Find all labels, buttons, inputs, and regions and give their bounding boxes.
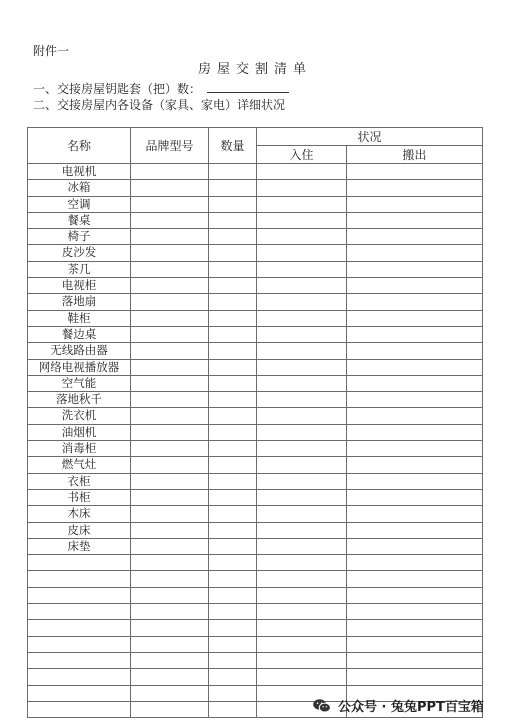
item-name-cell: 消毒柜: [28, 441, 131, 457]
item-name-cell: [28, 636, 131, 652]
table-row: [28, 620, 483, 636]
item-name-cell: 燃气灶: [28, 457, 131, 473]
item-name-cell: 衣柜: [28, 473, 131, 489]
item-name-cell: 皮床: [28, 522, 131, 538]
table-row: [28, 294, 483, 310]
quantity-cell: [209, 555, 257, 571]
brand-model-cell: [131, 375, 209, 391]
quantity-cell: [209, 457, 257, 473]
item-name-cell: 鞋柜: [28, 310, 131, 326]
quantity-cell: [209, 685, 257, 701]
table-row: [28, 408, 483, 424]
quantity-cell: [209, 180, 257, 196]
table-row: [28, 441, 483, 457]
quantity-cell: [209, 424, 257, 440]
table-row: [28, 180, 483, 196]
brand-model-cell: [131, 457, 209, 473]
table-row: [28, 359, 483, 375]
move-in-cell: [257, 343, 347, 359]
item-name-cell: 茶几: [28, 261, 131, 277]
table-row: [28, 196, 483, 212]
brand-model-cell: [131, 489, 209, 505]
table-row: [28, 571, 483, 587]
item-name-cell: 椅子: [28, 229, 131, 245]
move-out-cell: [347, 522, 483, 538]
quantity-cell: [209, 343, 257, 359]
brand-model-cell: [131, 164, 209, 180]
table-row: [28, 538, 483, 554]
move-out-cell: [347, 229, 483, 245]
item-name-cell: [28, 685, 131, 701]
item-name-cell: 落地扇: [28, 294, 131, 310]
annex-label: 附件一: [33, 44, 70, 58]
table-row: [28, 245, 483, 261]
quantity-cell: [209, 212, 257, 228]
quantity-cell: [209, 261, 257, 277]
quantity-cell: [209, 620, 257, 636]
item-name-cell: 餐边桌: [28, 326, 131, 342]
equipment-status-line: 二、交接房屋内各设备（家具、家电）详细状况: [33, 98, 286, 112]
quantity-cell: [209, 278, 257, 294]
document-title: 房屋交割清单: [197, 62, 312, 77]
table-row: [28, 457, 483, 473]
quantity-cell: [209, 538, 257, 554]
table-row: [28, 652, 483, 668]
item-name-cell: 电视柜: [28, 278, 131, 294]
move-out-cell: [347, 587, 483, 603]
brand-model-cell: [131, 229, 209, 245]
brand-model-cell: [131, 587, 209, 603]
brand-model-cell: [131, 685, 209, 701]
move-in-cell: [257, 212, 347, 228]
table-row: [28, 636, 483, 652]
move-in-cell: [257, 164, 347, 180]
quantity-cell: [209, 604, 257, 620]
brand-model-cell: [131, 261, 209, 277]
item-name-cell: 书柜: [28, 489, 131, 505]
watermark: [312, 696, 484, 715]
quantity-cell: [209, 408, 257, 424]
quantity-cell: [209, 489, 257, 505]
inventory-table: [27, 127, 483, 718]
quantity-cell: [209, 587, 257, 603]
move-in-cell: [257, 652, 347, 668]
move-out-cell: [347, 278, 483, 294]
table-row: [28, 229, 483, 245]
item-name-cell: 冰箱: [28, 180, 131, 196]
move-in-cell: [257, 392, 347, 408]
move-in-cell: [257, 245, 347, 261]
item-name-cell: 油烟机: [28, 424, 131, 440]
move-in-cell: [257, 310, 347, 326]
item-name-cell: 皮沙发: [28, 245, 131, 261]
quantity-cell: [209, 375, 257, 391]
brand-model-cell: [131, 310, 209, 326]
move-in-cell: [257, 636, 347, 652]
move-out-cell: [347, 359, 483, 375]
quantity-cell: [209, 359, 257, 375]
quantity-cell: [209, 245, 257, 261]
move-in-cell: [257, 261, 347, 277]
item-name-cell: 木床: [28, 506, 131, 522]
move-out-cell: [347, 245, 483, 261]
move-out-cell: [347, 343, 483, 359]
brand-model-cell: [131, 408, 209, 424]
move-out-cell: [347, 652, 483, 668]
table-row: [28, 587, 483, 603]
item-name-cell: 空调: [28, 196, 131, 212]
brand-model-cell: [131, 604, 209, 620]
move-in-cell: [257, 538, 347, 554]
keys-count-blank: [207, 81, 289, 93]
quantity-cell: [209, 571, 257, 587]
item-name-cell: 无线路由器: [28, 343, 131, 359]
brand-model-cell: [131, 636, 209, 652]
quantity-cell: [209, 636, 257, 652]
move-out-cell: [347, 180, 483, 196]
move-out-cell: [347, 489, 483, 505]
move-in-cell: [257, 196, 347, 212]
move-out-cell: [347, 392, 483, 408]
brand-model-cell: [131, 652, 209, 668]
move-out-cell: [347, 196, 483, 212]
brand-model-cell: [131, 196, 209, 212]
item-name-cell: [28, 669, 131, 685]
item-name-cell: 餐桌: [28, 212, 131, 228]
item-name-cell: 床垫: [28, 538, 131, 554]
quantity-cell: [209, 441, 257, 457]
move-out-cell: [347, 604, 483, 620]
brand-model-cell: [131, 212, 209, 228]
move-out-cell: [347, 473, 483, 489]
table-row: [28, 212, 483, 228]
item-name-cell: 网络电视播放器: [28, 359, 131, 375]
brand-model-cell: [131, 180, 209, 196]
table-row: [28, 489, 483, 505]
item-name-cell: 洗衣机: [28, 408, 131, 424]
item-name-cell: 空气能: [28, 375, 131, 391]
move-out-cell: [347, 636, 483, 652]
move-in-cell: [257, 489, 347, 505]
move-in-cell: [257, 424, 347, 440]
quantity-cell: [209, 392, 257, 408]
table-row: [28, 375, 483, 391]
move-in-cell: [257, 278, 347, 294]
item-name-cell: [28, 571, 131, 587]
quantity-cell: [209, 473, 257, 489]
table-row: [28, 278, 483, 294]
move-in-cell: [257, 555, 347, 571]
move-out-cell: [347, 294, 483, 310]
move-in-cell: [257, 506, 347, 522]
brand-model-cell: [131, 441, 209, 457]
move-in-cell: [257, 522, 347, 538]
brand-model-cell: [131, 506, 209, 522]
quantity-cell: [209, 196, 257, 212]
brand-model-cell: [131, 473, 209, 489]
quantity-cell: [209, 164, 257, 180]
keys-count-line: [33, 80, 289, 97]
move-in-cell: [257, 604, 347, 620]
move-in-cell: [257, 669, 347, 685]
move-out-cell: [347, 555, 483, 571]
move-out-cell: [347, 571, 483, 587]
brand-model-cell: [131, 424, 209, 440]
item-name-cell: [28, 555, 131, 571]
move-in-cell: [257, 359, 347, 375]
move-in-cell: [257, 180, 347, 196]
move-out-cell: [347, 424, 483, 440]
quantity-cell: [209, 506, 257, 522]
brand-model-cell: [131, 278, 209, 294]
brand-model-cell: [131, 343, 209, 359]
table-row: [28, 343, 483, 359]
move-out-cell: [347, 441, 483, 457]
table-row: [28, 392, 483, 408]
move-in-cell: [257, 457, 347, 473]
quantity-cell: [209, 294, 257, 310]
col-header-move-in: 入住: [257, 146, 347, 164]
table-row: [28, 555, 483, 571]
move-in-cell: [257, 620, 347, 636]
table-row: [28, 669, 483, 685]
move-in-cell: [257, 441, 347, 457]
quantity-cell: [209, 522, 257, 538]
brand-model-cell: [131, 620, 209, 636]
brand-model-cell: [131, 555, 209, 571]
col-header-move-out: 搬出: [347, 146, 483, 164]
item-name-cell: [28, 587, 131, 603]
brand-model-cell: [131, 359, 209, 375]
table-row: [28, 326, 483, 342]
brand-model-cell: [131, 326, 209, 342]
brand-model-cell: [131, 294, 209, 310]
quantity-cell: [209, 229, 257, 245]
table-row: [28, 522, 483, 538]
brand-model-cell: [131, 701, 209, 717]
item-name-cell: [28, 652, 131, 668]
item-name-cell: [28, 604, 131, 620]
table-row: [28, 604, 483, 620]
move-in-cell: [257, 408, 347, 424]
brand-model-cell: [131, 669, 209, 685]
move-out-cell: [347, 538, 483, 554]
brand-model-cell: [131, 538, 209, 554]
move-out-cell: [347, 506, 483, 522]
table-row: [28, 261, 483, 277]
move-out-cell: [347, 310, 483, 326]
item-name-cell: 电视机: [28, 164, 131, 180]
quantity-cell: [209, 652, 257, 668]
quantity-cell: [209, 701, 257, 717]
move-in-cell: [257, 473, 347, 489]
move-in-cell: [257, 326, 347, 342]
wechat-icon: [312, 698, 332, 714]
brand-model-cell: [131, 245, 209, 261]
move-out-cell: [347, 620, 483, 636]
move-out-cell: [347, 669, 483, 685]
table-row: [28, 164, 483, 180]
move-in-cell: [257, 294, 347, 310]
keys-count-label: 一、交接房屋钥匙套（把）数：: [33, 82, 202, 96]
col-header-name: 名称: [28, 128, 131, 164]
quantity-cell: [209, 669, 257, 685]
table-row: [28, 310, 483, 326]
move-out-cell: [347, 164, 483, 180]
quantity-cell: [209, 310, 257, 326]
move-in-cell: [257, 229, 347, 245]
move-in-cell: [257, 587, 347, 603]
col-header-status: 状况: [257, 128, 483, 146]
col-header-quantity: 数量: [209, 128, 257, 164]
move-out-cell: [347, 408, 483, 424]
move-out-cell: [347, 212, 483, 228]
brand-model-cell: [131, 392, 209, 408]
table-row: [28, 506, 483, 522]
quantity-cell: [209, 326, 257, 342]
move-in-cell: [257, 571, 347, 587]
move-out-cell: [347, 261, 483, 277]
item-name-cell: [28, 701, 131, 717]
brand-model-cell: [131, 522, 209, 538]
col-header-brand-model: 品牌型号: [131, 128, 209, 164]
item-name-cell: 落地秋千: [28, 392, 131, 408]
table-row: [28, 424, 483, 440]
item-name-cell: [28, 620, 131, 636]
brand-model-cell: [131, 571, 209, 587]
watermark-text: 公众号 · 兔兔PPT百宝箱: [338, 700, 484, 715]
move-out-cell: [347, 375, 483, 391]
move-out-cell: [347, 326, 483, 342]
table-row: [28, 473, 483, 489]
move-in-cell: [257, 375, 347, 391]
move-out-cell: [347, 457, 483, 473]
